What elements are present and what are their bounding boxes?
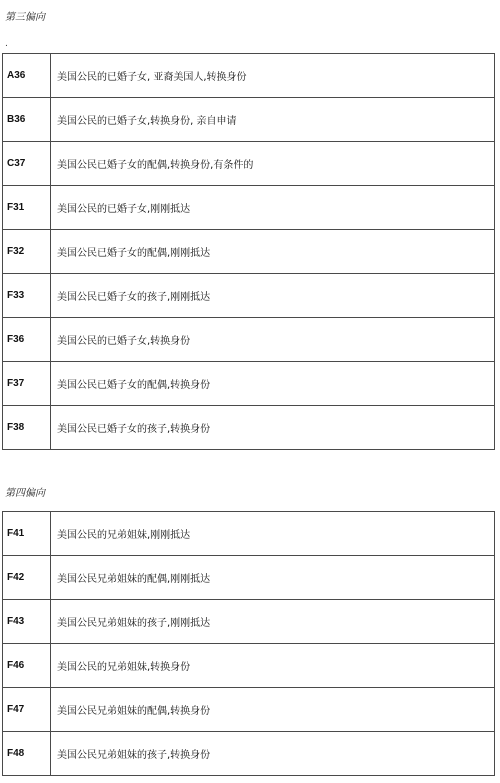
visa-code: F43 <box>3 600 51 644</box>
visa-description: 美国公民的已婚子女, 亚裔美国人,转换身份 <box>51 54 495 98</box>
table-row <box>3 98 495 142</box>
table-row <box>3 274 495 318</box>
table-row <box>3 318 495 362</box>
table-row <box>3 142 495 186</box>
visa-code: F38 <box>3 406 51 450</box>
visa-code: F47 <box>3 688 51 732</box>
table-row <box>3 644 495 688</box>
table-row <box>3 54 495 98</box>
visa-description: 美国公民的已婚子女,转换身份, 亲自申请 <box>51 98 495 142</box>
visa-description: 美国公民兄弟姐妹的孩子,刚刚抵达 <box>51 600 495 644</box>
visa-code: F36 <box>3 318 51 362</box>
visa-description: 美国公民的已婚子女,刚刚抵达 <box>51 186 495 230</box>
visa-code: F37 <box>3 362 51 406</box>
section-title: 第四偏向 <box>5 488 45 499</box>
visa-description: 美国公民的已婚子女,转换身份 <box>51 318 495 362</box>
visa-code: C37 <box>3 142 51 186</box>
table-row <box>3 688 495 732</box>
table-row <box>3 512 495 556</box>
visa-code: F33 <box>3 274 51 318</box>
visa-description: 美国公民的兄弟姐妹,刚刚抵达 <box>51 512 495 556</box>
table-row <box>3 186 495 230</box>
visa-description: 美国公民兄弟姐妹的配偶,刚刚抵达 <box>51 556 495 600</box>
preference-table-4 <box>2 511 495 776</box>
stray-dot: . <box>5 39 8 49</box>
visa-code: B36 <box>3 98 51 142</box>
visa-description: 美国公民的兄弟姐妹,转换身份 <box>51 644 495 688</box>
visa-code: F46 <box>3 644 51 688</box>
visa-description: 美国公民已婚子女的配偶,刚刚抵达 <box>51 230 495 274</box>
visa-description: 美国公民兄弟姐妹的孩子,转换身份 <box>51 732 495 776</box>
visa-description: 美国公民已婚子女的配偶,转换身份 <box>51 362 495 406</box>
table-row <box>3 556 495 600</box>
table-row <box>3 362 495 406</box>
visa-description: 美国公民已婚子女的配偶,转换身份,有条件的 <box>51 142 495 186</box>
visa-code: F48 <box>3 732 51 776</box>
section-title: 第三偏向 <box>5 12 45 23</box>
visa-description: 美国公民已婚子女的孩子,转换身份 <box>51 406 495 450</box>
table-row <box>3 406 495 450</box>
table-row <box>3 600 495 644</box>
preference-table-3 <box>2 53 495 450</box>
table-row <box>3 230 495 274</box>
visa-code: F32 <box>3 230 51 274</box>
visa-code: F41 <box>3 512 51 556</box>
visa-code: F42 <box>3 556 51 600</box>
visa-code: A36 <box>3 54 51 98</box>
visa-description: 美国公民已婚子女的孩子,刚刚抵达 <box>51 274 495 318</box>
visa-description: 美国公民兄弟姐妹的配偶,转换身份 <box>51 688 495 732</box>
visa-code: F31 <box>3 186 51 230</box>
table-row <box>3 732 495 776</box>
